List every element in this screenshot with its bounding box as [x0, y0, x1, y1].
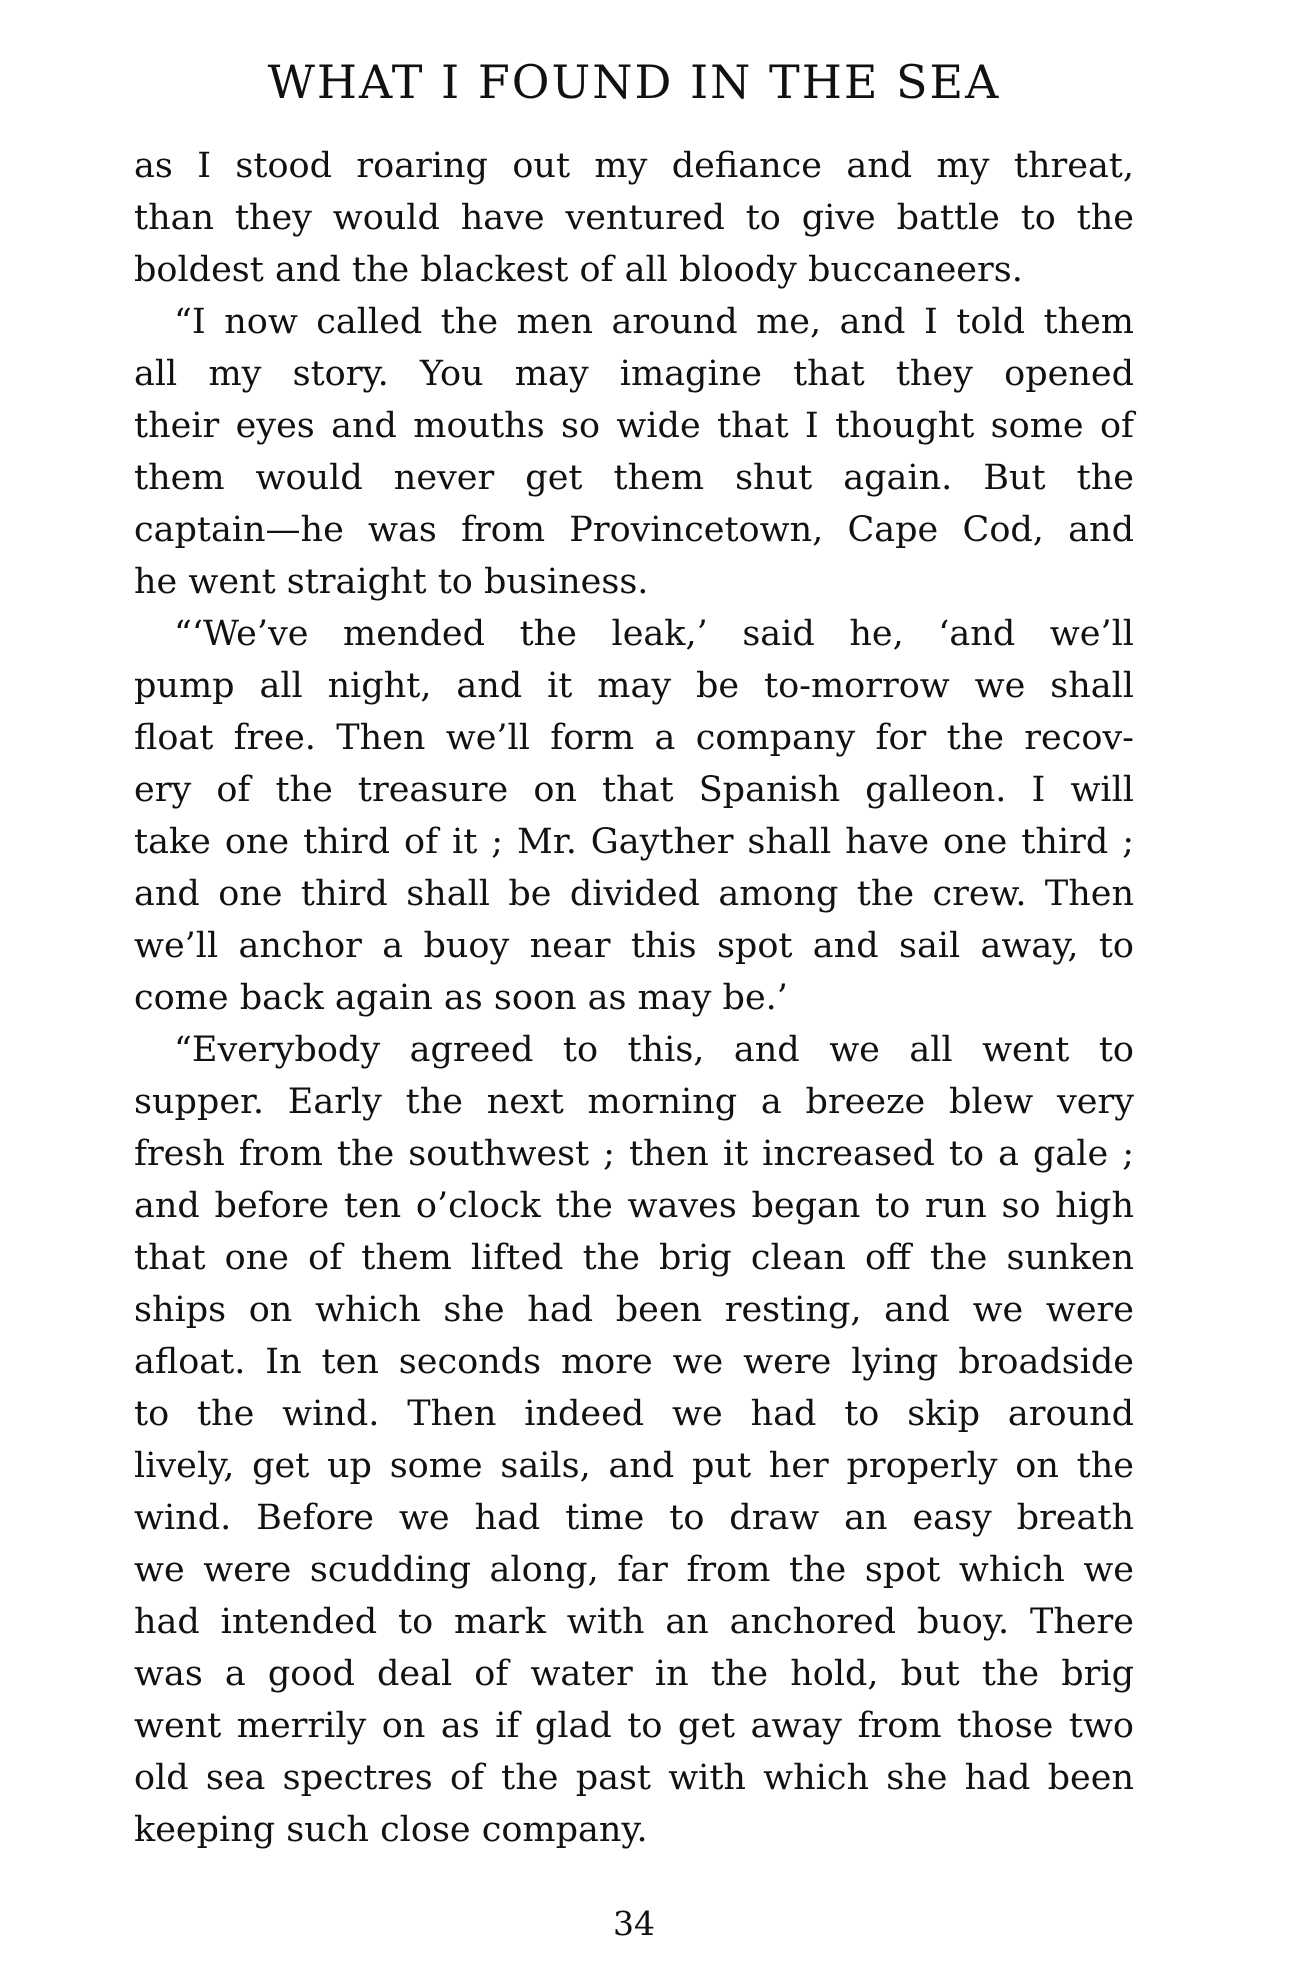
text-line: boldest and the blackest of all bloody buccaneers. [134, 250, 1023, 290]
text-line: that one of them lifted the brig clean off the sunken [134, 1238, 1134, 1278]
text-line: ships on which she had been resting, and we were [134, 1290, 1134, 1330]
text-line: take one third of it ; Mr. Gayther shall have one third ; [134, 822, 1134, 862]
page-number: 34 [613, 1904, 655, 1943]
text-line: “I now called the men around me, and I told them [174, 302, 1134, 342]
text-line: all my story. You may imagine that they opened [134, 354, 1134, 394]
text-line: wind. Before we had time to draw an easy breath [134, 1498, 1134, 1538]
text-line: had intended to mark with an anchored buoy. There [134, 1602, 1134, 1642]
text-line: ery of the treasure on that Spanish galleon. I will [134, 770, 1134, 810]
text-line: come back again as soon as may be.’ [134, 978, 788, 1018]
text-line: lively, get up some sails, and put her properly on the [134, 1446, 1134, 1486]
text-line: supper. Early the next morning a breeze blew very [134, 1082, 1134, 1122]
text-line: was a good deal of water in the hold, but the brig [134, 1654, 1134, 1694]
text-line: keeping such close company. [134, 1810, 648, 1850]
text-line: “Everybody agreed to this, and we all went to [174, 1030, 1134, 1070]
text-line: than they would have ventured to give battle to the [134, 198, 1134, 238]
text-line: them would never get them shut again. But the [134, 458, 1134, 498]
text-line: and one third shall be divided among the crew. Then [134, 874, 1134, 914]
text-line: their eyes and mouths so wide that I thought some of [134, 406, 1134, 446]
text-line: captain—he was from Provincetown, Cape Cod, and [134, 510, 1134, 550]
body-text [134, 146, 1134, 1862]
text-line: we were scudding along, far from the spot which we [134, 1550, 1134, 1590]
text-line: as I stood roaring out my defiance and my threat, [134, 146, 1134, 186]
text-line: float free. Then we’ll form a company for the recov- [134, 718, 1134, 758]
text-line: afloat. In ten seconds more we were lying broadside [134, 1342, 1134, 1382]
text-line: pump all night, and it may be to-morrow we shall [134, 666, 1134, 706]
text-line: and before ten o’clock the waves began to run so high [134, 1186, 1134, 1226]
running-head: WHAT I FOUND IN THE SEA [267, 55, 1001, 109]
text-line: we’ll anchor a buoy near this spot and sail away, to [134, 926, 1134, 966]
text-line: he went straight to business. [134, 562, 649, 602]
text-line: to the wind. Then indeed we had to skip around [134, 1394, 1134, 1434]
text-line: old sea spectres of the past with which she had been [134, 1758, 1134, 1798]
text-line: fresh from the southwest ; then it increased to a gale ; [134, 1134, 1134, 1174]
text-line: went merrily on as if glad to get away from those two [134, 1706, 1134, 1746]
text-line: “‘We’ve mended the leak,’ said he, ‘and we’ll [174, 614, 1134, 654]
